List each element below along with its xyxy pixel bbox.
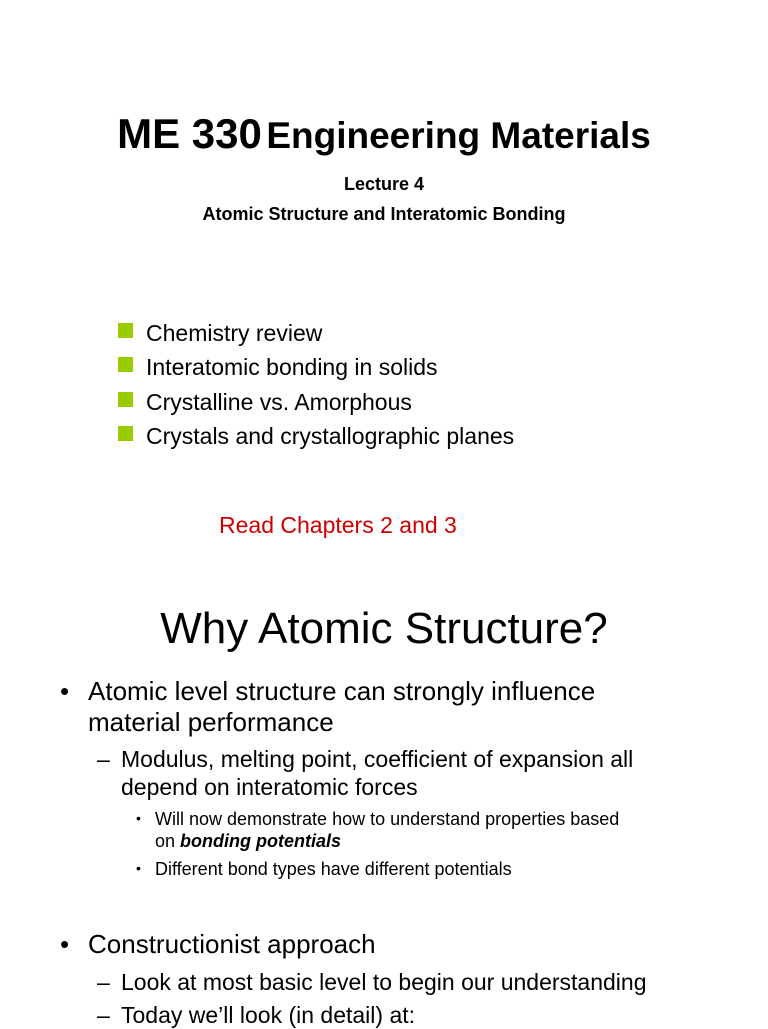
topic-item [118,385,514,419]
square-bullet-icon [118,323,133,338]
sub-bullet-item [97,1001,741,1029]
bullet-item [60,929,738,960]
sub-sub-bullet-text [155,830,755,852]
bullet-item [60,676,738,738]
topic-text: Chemistry review [146,320,323,346]
sub-sub-bullet-text: Will now demonstrate how to understand properties based [155,809,620,829]
dash-bullet-icon: – [97,1002,110,1028]
topic-item [118,316,514,350]
reading-assignment: Read Chapters 2 and 3 [219,512,457,538]
sub-bullet-item [97,745,741,801]
bullet-dot-icon: • [60,676,70,706]
sub-sub-bullet-text: Different bond types have different potentials [155,859,512,879]
dash-bullet-icon: – [97,746,110,772]
topic-item [118,419,514,453]
square-bullet-icon [118,426,133,441]
course-name: Engineering Materials [266,115,651,156]
bullet-dot-icon: • [136,860,141,876]
topic-text: Crystals and crystallographic planes [146,422,515,449]
topic-list [118,316,514,453]
lecture-number: Lecture 4 [343,174,425,194]
sub-bullet-text: Today we’ll look (in detail) at: [121,1002,416,1028]
topic-item [118,350,514,384]
sub-sub-bullet-item [136,808,755,852]
sub-bullet-text: depend on interatomic forces [121,774,418,800]
dash-bullet-icon: – [97,969,110,995]
bullet-text: Atomic level structure can strongly influence [88,676,596,706]
sub-sub-bullet-item [136,858,755,880]
lecture-subtitle: Atomic Structure and Interatomic Bonding [202,204,566,224]
sub-bullet-item [97,968,741,996]
course-code: ME 330 [117,110,262,157]
square-bullet-icon [118,392,133,407]
sub-bullet-text: Modulus, melting point, coefficient of expansion all [121,746,634,772]
emphasized-term: bonding potentials [180,831,342,851]
bullet-dot-icon: • [60,929,70,959]
bullet-dot-icon: • [136,810,141,826]
slide-title: Why Atomic Structure? [160,604,608,653]
why-atomic-structure-slide [0,570,768,1028]
topic-text: Crystalline vs. Amorphous [146,388,412,415]
bullet-text: Constructionist approach [88,929,376,959]
bullet-text: material performance [88,707,334,737]
square-bullet-icon [118,357,133,372]
course-title [0,110,768,158]
topic-text: Interatomic bonding in solids [146,354,438,381]
sub-bullet-text: Look at most basic level to begin our understanding [121,969,647,995]
text-prefix: on [155,831,176,851]
